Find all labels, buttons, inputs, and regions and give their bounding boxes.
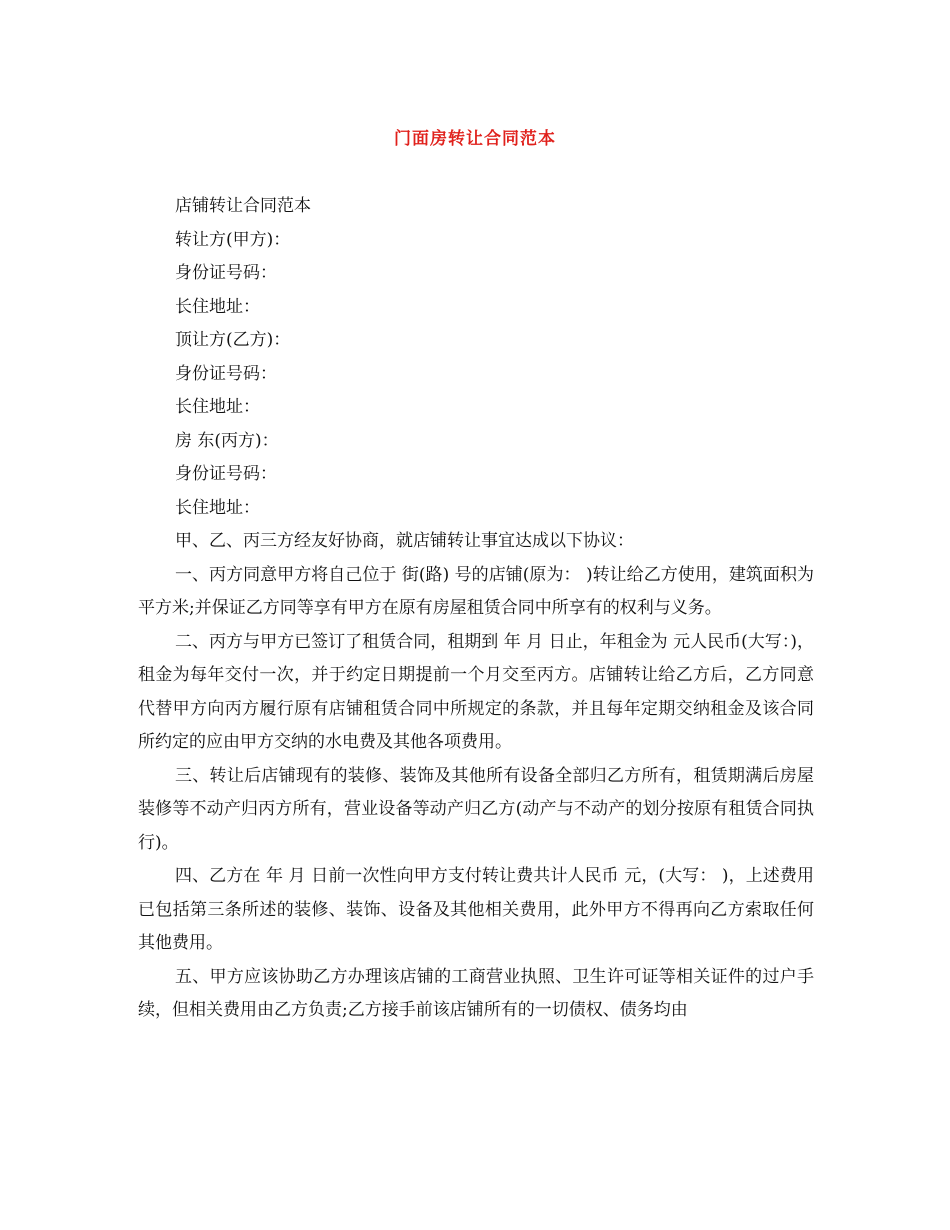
field-party-b-id: 身份证号码： <box>175 363 277 384</box>
field-party-a-address: 长住地址： <box>175 296 260 317</box>
field-party-b-address: 长住地址： <box>175 397 260 417</box>
field-landlord-id: 身份证号码： <box>175 464 277 484</box>
clause-5: 五、甲方应该协助乙方办理该店铺的工商营业执照、卫生许可证等相关证件的过户手续，但相关费用由乙方负责;乙方接手前该店铺所有的一切债权、债务均由 <box>138 966 814 1020</box>
field-contract-subtitle: 店铺转让合同范本 <box>175 196 311 216</box>
document-title: 门面房转让合同范本 <box>394 129 556 149</box>
clause-3: 三、转让后店铺现有的装修、装饰及其他所有设备全部归乙方所有，租赁期满后房屋装修等不动产归丙方所有，营业设备等动产归乙方(动产与不动产的划分按原有租赁合同执行)。 <box>138 765 814 853</box>
field-party-a: 转让方(甲方)： <box>175 229 291 250</box>
clause-1: 一、丙方同意甲方将自己位于 街(路) 号的店铺(原为： )转让给乙方使用，建筑面积为 平方米;并保证乙方同等享有甲方在原有房屋租赁合同中所享有的权利与义务。 <box>138 564 814 618</box>
document-body <box>138 190 814 1028</box>
field-landlord-address: 长住地址： <box>175 497 260 518</box>
agreement-intro: 甲、乙、丙三方经友好协商，就店铺转让事宜达成以下协议： <box>175 531 634 551</box>
field-party-a-id: 身份证号码： <box>175 263 277 283</box>
field-party-b: 顶让方(乙方)： <box>175 330 291 350</box>
clause-4: 四、乙方在 年 月 日前一次性向甲方支付转让费共计人民币 元，(大写： )，上述费用已包括第三条所述的装修、装饰、设备及其他相关费用，此外甲方不得再向乙方索取任何其他费用。 <box>138 866 814 953</box>
clause-2: 二、丙方与甲方已签订了租赁合同，租期到 年 月 日止，年租金为 元人民币(大写：)，租金为每年交付一次，并于约定日期提前一个月交至丙方。店铺转让给乙方后，乙方同意代替甲方向丙方履行原有店铺租赁合同中所规定的条款，并且每年定期交纳租金及该合同所约定的应由甲方交纳的水电费及其他各项费用。 <box>138 631 814 752</box>
field-landlord: 房 东(丙方)： <box>175 430 279 451</box>
